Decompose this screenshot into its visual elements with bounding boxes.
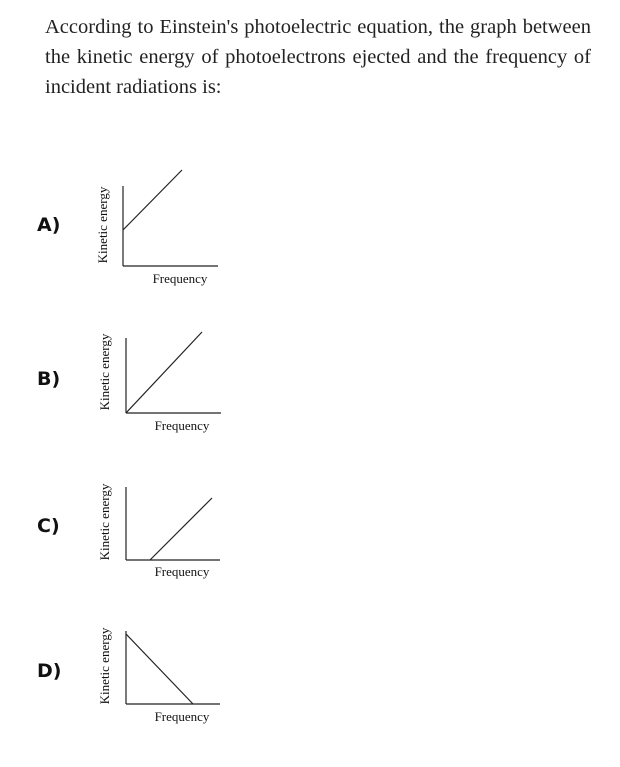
- option-d-xlabel: Frequency: [154, 709, 210, 724]
- option-a-ylabel: Kinetic energy: [95, 186, 110, 264]
- option-c-xlabel: Frequency: [154, 564, 210, 579]
- option-a-xlabel: Frequency: [152, 271, 208, 286]
- option-d-graph: [93, 621, 233, 731]
- option-b-line: [126, 332, 202, 413]
- option-a-line: [123, 170, 182, 230]
- option-d-label[interactable]: D): [37, 660, 62, 682]
- option-c-label[interactable]: C): [37, 515, 60, 537]
- option-a-graph: [90, 168, 230, 290]
- option-d-ylabel: Kinetic energy: [97, 627, 112, 705]
- option-b-xlabel: Frequency: [154, 418, 210, 433]
- question-text: According to Einstein's photoelectric equation, the graph between the kinetic energy of photoelectrons ejected and the frequency of incident radiations is:: [45, 16, 591, 98]
- option-c-ylabel: Kinetic energy: [97, 483, 112, 561]
- option-b-graph: [93, 328, 233, 438]
- option-c-graph: [93, 477, 233, 587]
- option-b-label[interactable]: B): [37, 368, 61, 390]
- option-c-line: [150, 498, 212, 560]
- option-b-ylabel: Kinetic energy: [97, 333, 112, 411]
- option-a-label[interactable]: A): [37, 214, 61, 236]
- option-d-line: [126, 634, 193, 704]
